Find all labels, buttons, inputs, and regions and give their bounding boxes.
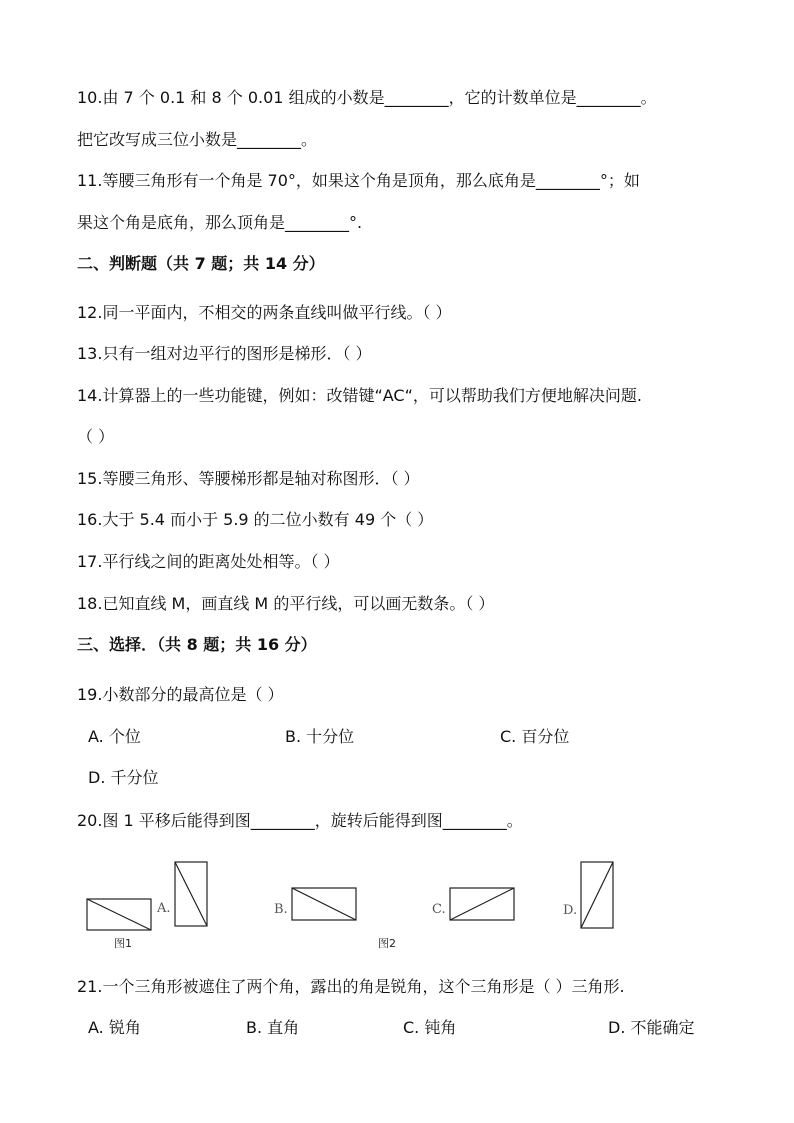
q19-option-b: B. 十分位 [285,727,355,746]
question-14-line-1: 14.计算器上的一些功能键，例如：改错键“AC“，可以帮助我们方便地解决问题. [77,386,642,405]
question-13: 13.只有一组对边平行的图形是梯形．（ ） [77,344,372,363]
figure-caption-1: 图1 [114,937,132,950]
figure-b-rectangle [290,886,358,922]
question-10-line-2: 把它改写成三位小数是________。 [77,130,318,149]
figure-label-c: C. [432,902,446,917]
question-16: 16.大于 5.4 而小于 5.9 的二位小数有 49 个（ ） [77,510,434,529]
question-12: 12.同一平面内，不相交的两条直线叫做平行线。（ ） [77,303,452,322]
figure-1-rectangle [85,860,155,932]
figure-c-rectangle [448,886,516,922]
question-11-line-1: 11.等腰三角形有一个角是 70°，如果这个角是顶角，那么底角是________°；如 [77,171,640,190]
q19-option-a: A. 个位 [88,727,141,746]
question-15: 15.等腰三角形、等腰梯形都是轴对称图形．（ ） [77,469,420,488]
figure-a-rectangle [173,860,209,930]
section-2-heading: 二、判断题（共 7 题；共 14 分） [77,254,325,273]
question-19: 19.小数部分的最高位是（ ） [77,685,284,704]
q21-option-a: A. 锐角 [88,1018,141,1037]
question-11-line-2: 果这个角是底角，那么顶角是________°. [77,213,363,232]
figure-caption-2: 图2 [378,937,396,950]
figure-label-b: B. [274,902,288,917]
q19-option-d: D. 千分位 [88,768,159,787]
question-20: 20.图 1 平移后能得到图________，旋转后能得到图________。 [77,811,523,830]
figure-label-d: D. [563,903,578,918]
q21-option-c: C. 钝角 [403,1018,457,1037]
question-17: 17.平行线之间的距离处处相等。（ ） [77,552,340,571]
figure-label-a: A. [157,901,171,916]
section-3-heading: 三、选择．（共 8 题；共 16 分） [77,635,317,654]
question-14-line-2: （ ） [77,427,115,446]
figure-d-rectangle [579,860,615,932]
question-18: 18.已知直线 M，画直线 M 的平行线，可以画无数条。（ ） [77,594,495,613]
q19-option-c: C. 百分位 [500,727,570,746]
q21-option-b: B. 直角 [246,1018,300,1037]
question-10-line-1: 10.由 7 个 0.1 和 8 个 0.01 组成的小数是________，它的计数单位是________。 [77,88,657,107]
q21-option-d: D. 不能确定 [608,1018,695,1037]
question-21: 21.一个三角形被遮住了两个角，露出的角是锐角，这个三角形是（ ）三角形. [77,977,625,996]
